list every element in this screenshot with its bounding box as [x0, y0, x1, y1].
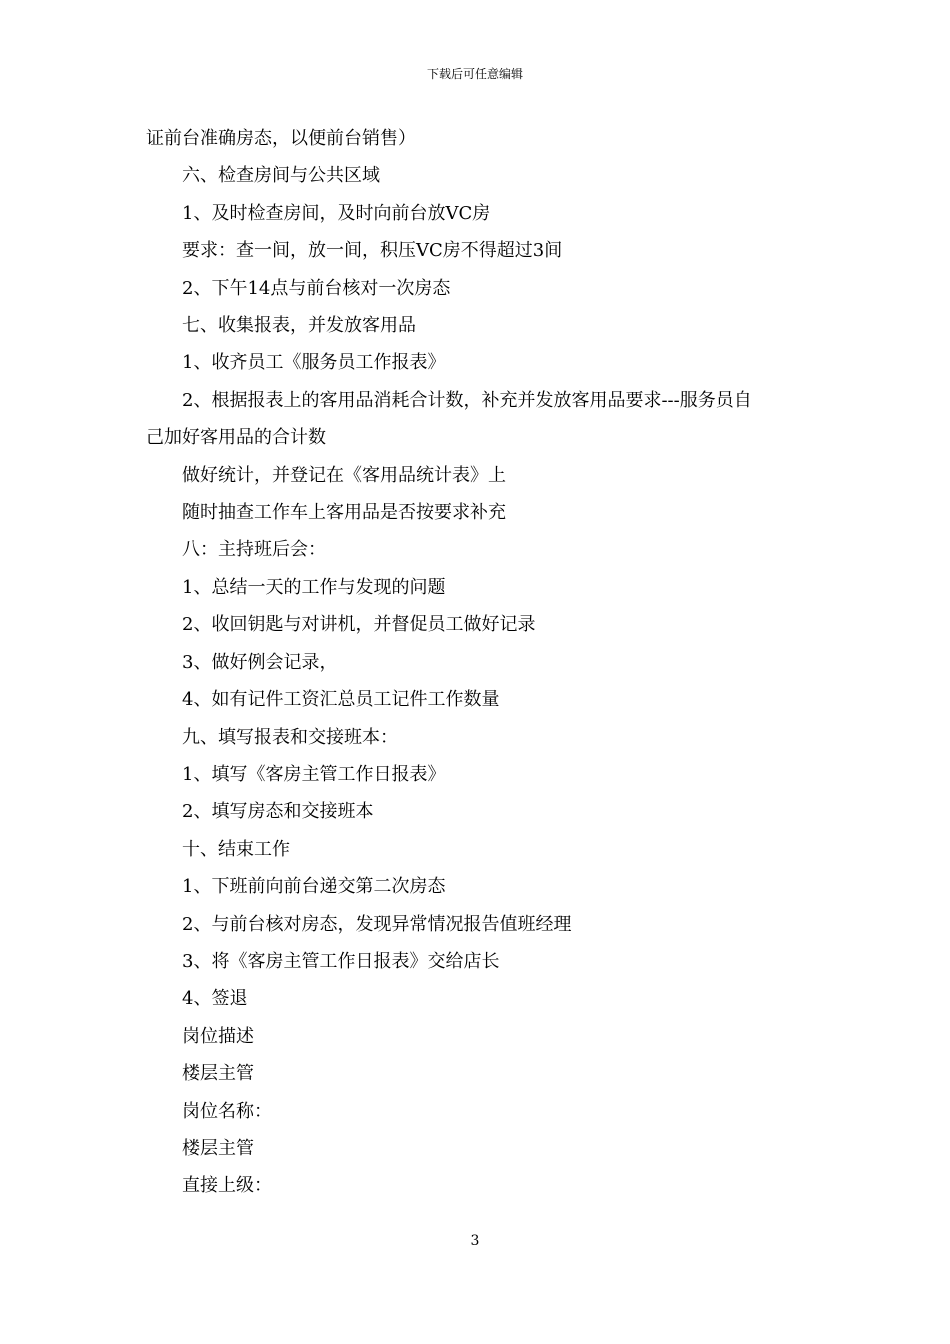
- text-line: 2、下午14点与前台核对一次房态: [182, 277, 451, 299]
- text-line: 1、下班前向前台递交第二次房态: [182, 876, 446, 898]
- text-line: 做好统计，并登记在《客用品统计表》上: [182, 464, 506, 486]
- text-line: 楼层主管: [182, 1137, 254, 1159]
- text-line: 1、填写《客房主管工作日报表》: [182, 763, 446, 785]
- text-line: 要求：查一间，放一间，积压VC房不得超过3间: [182, 240, 563, 262]
- text-line: 证前台准确房态，以便前台销售）: [146, 128, 416, 149]
- text-line: 楼层主管: [182, 1063, 254, 1085]
- text-line: 1、总结一天的工作与发现的问题: [182, 576, 446, 598]
- document-body: [146, 120, 810, 1205]
- text-line: 2、与前台核对房态，发现异常情况报告值班经理: [182, 913, 572, 935]
- text-line: 十、结束工作: [182, 838, 290, 860]
- page-number: 3: [470, 1233, 480, 1249]
- text-line: 八：主持班后会：: [182, 539, 326, 561]
- text-line: 七、收集报表，并发放客用品: [182, 315, 416, 337]
- text-line: 2、根据报表上的客用品消耗合计数，补充并发放客用品要求---服务员自: [182, 389, 752, 411]
- page-header: 下载后可任意编辑: [426, 67, 523, 81]
- text-line: 岗位描述: [182, 1025, 254, 1047]
- text-line: 岗位名称：: [182, 1100, 272, 1122]
- text-line: 2、填写房态和交接班本: [182, 801, 374, 823]
- text-line: 直接上级：: [182, 1175, 272, 1197]
- text-line: 4、如有记件工资汇总员工记件工作数量: [182, 689, 500, 711]
- text-line: 1、及时检查房间，及时向前台放VC房: [182, 202, 491, 224]
- text-line: 随时抽查工作车上客用品是否按要求补充: [182, 502, 506, 524]
- text-line: 1、收齐员工《服务员工作报表》: [182, 352, 446, 374]
- text-line: 六、检查房间与公共区域: [182, 165, 380, 187]
- text-line: 3、将《客房主管工作日报表》交给店长: [182, 950, 500, 972]
- text-line: 4、签退: [182, 988, 248, 1010]
- text-line: 九、填写报表和交接班本：: [182, 726, 398, 748]
- text-line: 2、收回钥匙与对讲机，并督促员工做好记录: [182, 614, 536, 636]
- text-line: 3、做好例会记录，: [182, 651, 338, 673]
- text-line: 己加好客用品的合计数: [146, 427, 326, 449]
